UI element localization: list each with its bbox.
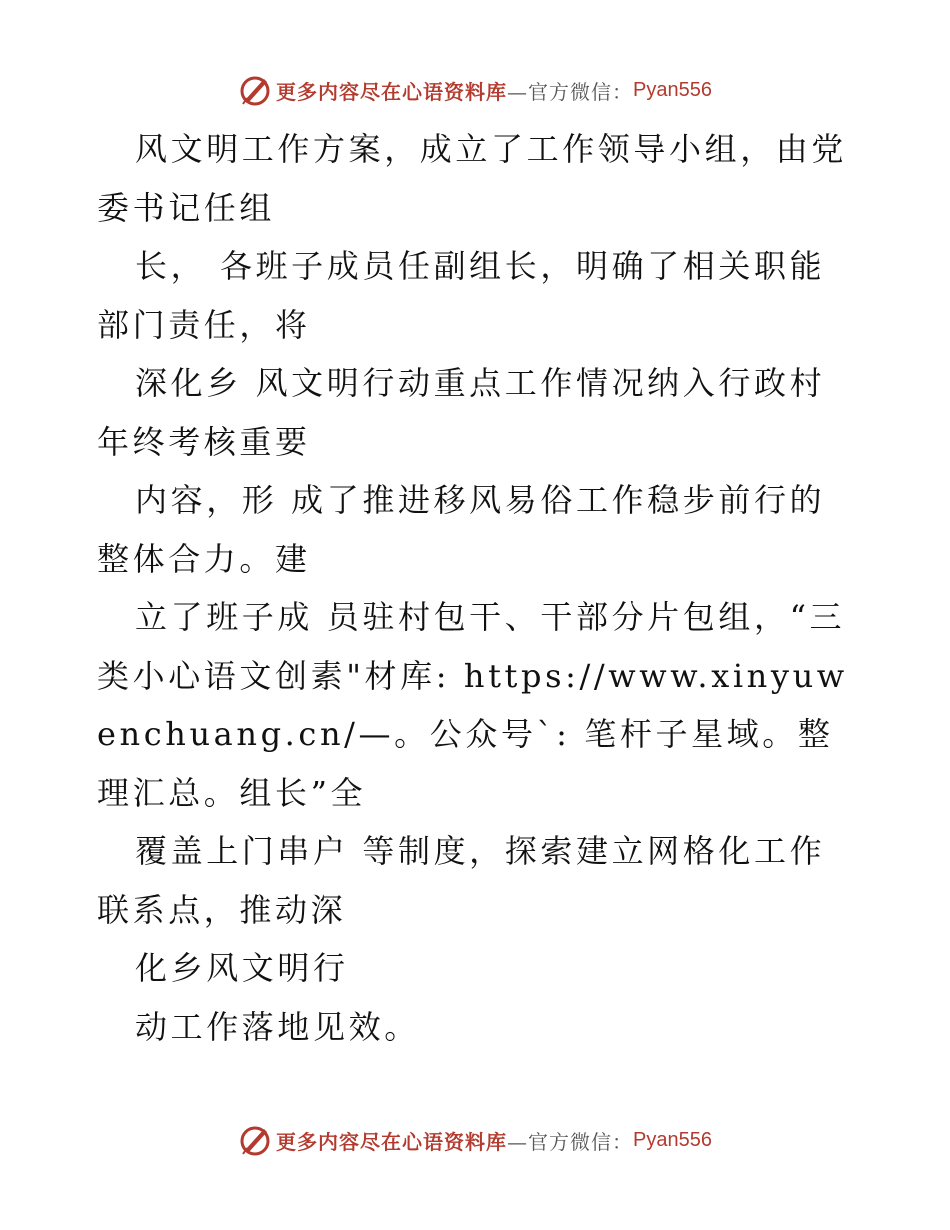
paragraph: 动工作落地见效。: [135, 1007, 420, 1046]
paragraph: 覆盖上门串户 等制度，探索建立网格化工作联系点，推动深: [97, 832, 826, 929]
document-body: [97, 120, 857, 1056]
header-banner: [0, 70, 950, 110]
paragraph: 深化乡 风文明行动重点工作情况纳入行政村年终考核重要: [97, 364, 826, 461]
footer-banner: [0, 1120, 950, 1160]
quill-logo-icon: [238, 1123, 272, 1157]
footer-brand-text: 更多内容尽在心语资料库: [276, 1129, 508, 1154]
paragraph: 内容，形 成了推进移风易俗工作稳步前行的整体合力。建: [97, 481, 826, 578]
header-separator: —官方微信：: [507, 79, 634, 104]
quill-logo-icon: [238, 73, 272, 107]
footer-separator: —官方微信：: [507, 1129, 634, 1154]
header-brand-text: 更多内容尽在心语资料库: [276, 79, 508, 104]
footer-wechat-id: Pyan556: [633, 1128, 712, 1151]
paragraph: 化乡风文明行: [135, 949, 349, 987]
header-wechat-id: Pyan556: [633, 78, 712, 101]
paragraph: 风文明工作方案，成立了工作领导小组，由党委书记任组: [97, 130, 848, 227]
paragraph: 长， 各班子成员任副组长，明确了相关职能部门责任，将: [97, 247, 826, 344]
paragraph: 立了班子成 员驻村包干、干部分片包组，“三类小心语文创素"材库: https://www.xinyuwenchuang.cn/—。公众号`: 笔杆子星域。整理汇总。组长”全: [97, 598, 848, 812]
